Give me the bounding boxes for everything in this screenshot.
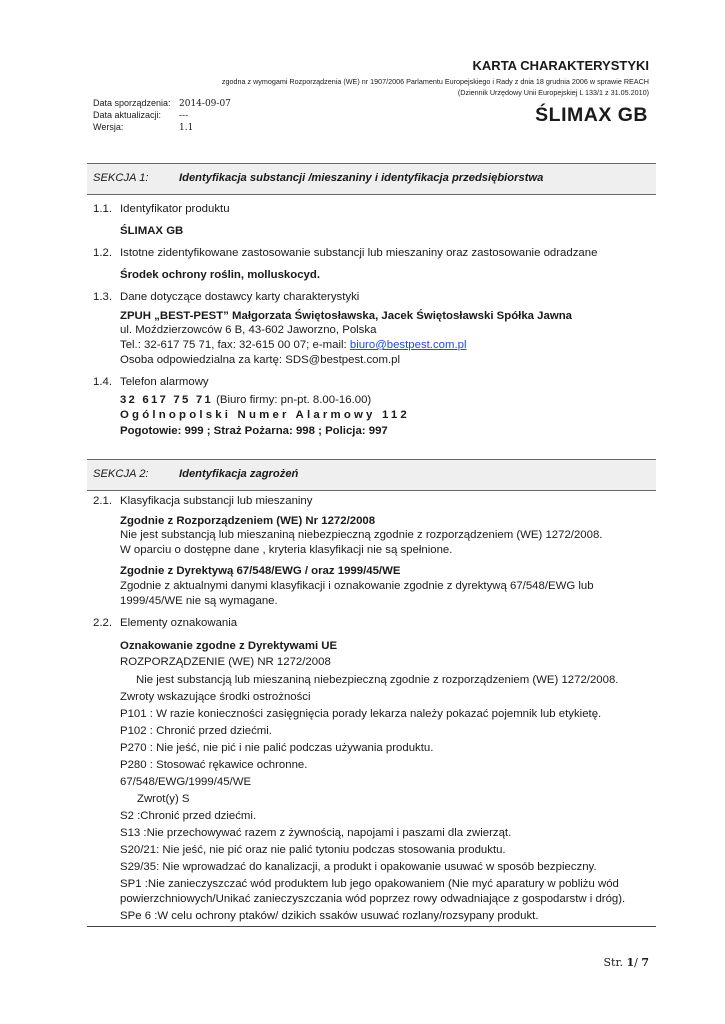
s13-phrase: S13 :Nie przechowywać razem z żywnością, napojami i paszami dla zwierząt. [120, 827, 512, 839]
page-current: 1 [626, 956, 635, 969]
s13-company: ZPUH „BEST-PEST” Małgorzata Świętosławska, Jacek Świętosławski Spółka Jawna [120, 310, 572, 322]
s14-national: Ogólnopolski Numer Alarmowy 112 [120, 409, 410, 421]
meta-version [93, 122, 193, 133]
product-name-heading: ŚLIMAX GB [535, 104, 648, 126]
clp-line-1: Nie jest substancją lub mieszaniną niebezpieczną zgodnie z rozporządzeniem (WE) 1272/2008. [120, 529, 603, 541]
meta-version-label: Wersja: [93, 122, 124, 132]
s11-number: 1.1. [93, 203, 112, 215]
dsd-heading: Zgodnie z Dyrektywą 67/548/EWG / oraz 1999/45/WE [120, 565, 401, 577]
regulation-line-1: zgodna z wymogami Rozporządzenia (WE) nr 1907/2006 Parlamentu Europejskiego i Rady z dnia 18 grudnia 2006 w sprawie REACH [221, 77, 649, 86]
meta-update-label: Data aktualizacji: [93, 110, 162, 120]
meta-version-value: 1.1 [179, 123, 194, 133]
s11-value: ŚLIMAX GB [120, 225, 184, 237]
spe6-phrase: SPe 6 :W celu ochrony ptaków/ dzikich ssaków usuwać rozlany/rozsypany produkt. [120, 910, 539, 922]
s12-title: Istotne zidentyfikowane zastosowanie substancji lub mieszaniny oraz zastosowanie odradzane [120, 247, 598, 259]
document-title: KARTA CHARAKTERYSTYKI [472, 58, 649, 73]
s14-phone-number: 32 617 75 71 [120, 394, 213, 406]
s14-hours: (Biuro firmy: pn-pt. 8.00-16.00) [216, 394, 372, 406]
meta-date [93, 98, 231, 109]
s22-title: Elementy oznakowania [120, 617, 238, 629]
s14-number: 1.4. [93, 376, 112, 388]
s14-title: Telefon alarmowy [120, 376, 209, 388]
meta-update [93, 110, 188, 121]
section-2-title: Identyfikacja zagrożeń [179, 468, 299, 480]
page-number [603, 956, 649, 969]
page-label: Str. [603, 956, 627, 969]
s14-services: Pogotowie: 999 ; Straż Pożarna: 998 ; Policja: 997 [120, 425, 388, 437]
precaution-heading: Zwroty wskazujące środki ostrożności [120, 691, 311, 703]
page-total: 7 [641, 956, 649, 969]
p101-statement: P101 : W razie konieczności zasięgnięcia porady lekarza należy pokazać pojemnik lub etykietę. [120, 708, 602, 720]
p102-statement: P102 : Chronić przed dziećmi. [120, 725, 272, 737]
meta-date-value: 2014-09-07 [179, 99, 231, 109]
s12-value: Środek ochrony roślin, molluskocyd. [120, 269, 321, 281]
s11-title: Identyfikator produktu [120, 203, 230, 215]
section-1-header [87, 163, 656, 195]
dsd-line-1: Zgodnie z aktualnymi danymi klasyfikacji i oznakowanie zgodnie z dyrektywą 67/548/EWG lub [120, 580, 594, 592]
p270-statement: P270 : Nie jeść, nie pić i nie palić podczas używania produktu. [120, 742, 434, 754]
section-2-number: SEKCJA 2: [93, 468, 149, 480]
clp-heading: Zgodnie z Rozporządzeniem (WE) Nr 1272/2008 [120, 515, 376, 527]
s22-number: 2.2. [93, 617, 112, 629]
section-1-number: SEKCJA 1: [93, 172, 149, 184]
sp1-phrase-line-2: powierzchniowych/Unikać zanieczyszczania wód poprzez rowy odwadniające z gospodarstw i dróg). [120, 893, 626, 905]
s13-person: Osoba odpowiedzialna za kartę: SDS@bestpest.com.pl [120, 354, 401, 366]
p280-statement: P280 : Stosować rękawice ochronne. [120, 759, 308, 771]
dsd-line-2: 1999/45/WE nie są wymagane. [120, 595, 278, 607]
s14-phone-line [120, 394, 371, 406]
s21-title: Klasyfikacja substancji lub mieszaniny [120, 495, 313, 507]
s13-number: 1.3. [93, 291, 112, 303]
directive-label: 67/548/EWG/1999/45/WE [120, 776, 252, 788]
labelling-not-dangerous: Nie jest substancją lub mieszaniną niebezpieczną zgodnie z rozporządzeniem (WE) 1272/2008. [136, 674, 619, 686]
labelling-regulation: ROZPORZĄDZENIE (WE) NR 1272/2008 [120, 656, 331, 668]
meta-date-label: Data sporządzenia: [93, 98, 171, 108]
s13-title: Dane dotyczące dostawcy karty charakterystyki [120, 291, 360, 303]
s2935-phrase: S29/35: Nie wprowadzać do kanalizacji, a produkt i opakowanie usuwać w sposób bezpieczny. [120, 861, 597, 873]
s13-phone: Tel.: 32-617 75 71, fax: 32-615 00 07; e-mail: [120, 339, 350, 351]
bottom-divider [87, 926, 656, 927]
meta-update-value: --- [179, 111, 189, 121]
section-1-title: Identyfikacja substancji /mieszaniny i identyfikacja przedsiębiorstwa [179, 172, 544, 184]
regulation-line-2: (Dziennik Urzędowy Unii Europejskiej L 133/1 z 31.05.2010) [457, 88, 649, 97]
labelling-heading: Oznakowanie zgodne z Dyrektywami UE [120, 640, 338, 652]
clp-line-2: W oparciu o dostępne dane , kryteria klasyfikacji nie są spełnione. [120, 544, 453, 556]
s13-address: ul. Moździerzowców 6 B, 43-602 Jaworzno, Polska [120, 324, 377, 336]
s13-contact [120, 339, 467, 351]
s-phrases-heading: Zwrot(y) S [137, 793, 190, 805]
s12-number: 1.2. [93, 247, 112, 259]
s21-number: 2.1. [93, 495, 112, 507]
s2021-phrase: S20/21: Nie jeść, nie pić oraz nie palić tytoniu podczas stosowania produktu. [120, 844, 506, 856]
s2-phrase: S2 :Chronić przed dziećmi. [120, 810, 257, 822]
section-2-header [87, 459, 656, 491]
page-separator: / [634, 956, 642, 969]
sp1-phrase-line-1: SP1 :Nie zanieczyszczać wód produktem lub jego opakowaniem (Nie myć aparatury w pobliżu wód [120, 878, 619, 890]
email-link[interactable]: biuro@bestpest.com.pl [349, 339, 467, 351]
